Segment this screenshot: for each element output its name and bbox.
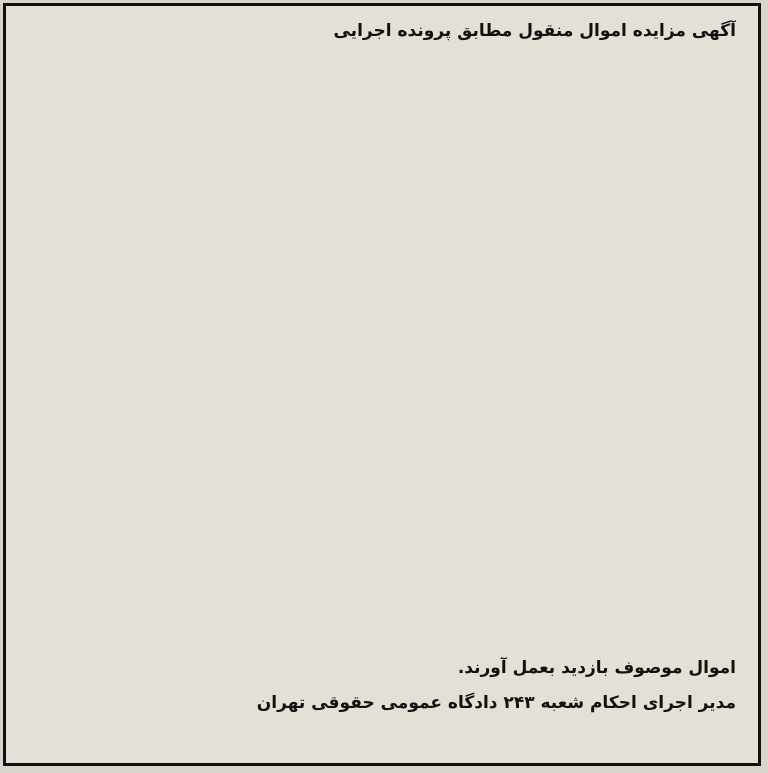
notice-line-18 [18,585,736,619]
notice-line-2 [18,49,736,83]
notice-line-10 [18,317,736,351]
notice-line-5 [18,149,736,183]
notice-line-19 [18,618,736,652]
notice-line-3 [18,82,736,116]
notice-line-13 [18,417,736,451]
notice-line-11 [18,350,736,384]
notice-line-6 [18,183,736,217]
notice-footer: مدیر اجرای احکام شعبه ۲۴۳ دادگاه عمومی حقوقی تهران [256,693,736,713]
notice-line-8 [18,250,736,284]
notice-line-1: آگهی مزایده اموال منقول مطابق پرونده اجرایی [333,21,736,41]
auction-notice [3,3,761,766]
notice-line-20: اموال موصوف بازدید بعمل آورند. [457,657,736,678]
notice-line-9 [18,283,736,317]
notice-line-14 [18,451,736,485]
notice-line-15 [18,484,736,518]
notice-line-16 [18,518,736,552]
notice-line-7 [18,216,736,250]
notice-line-17 [18,551,736,585]
notice-line-4 [18,116,736,150]
notice-line-12 [18,384,736,418]
